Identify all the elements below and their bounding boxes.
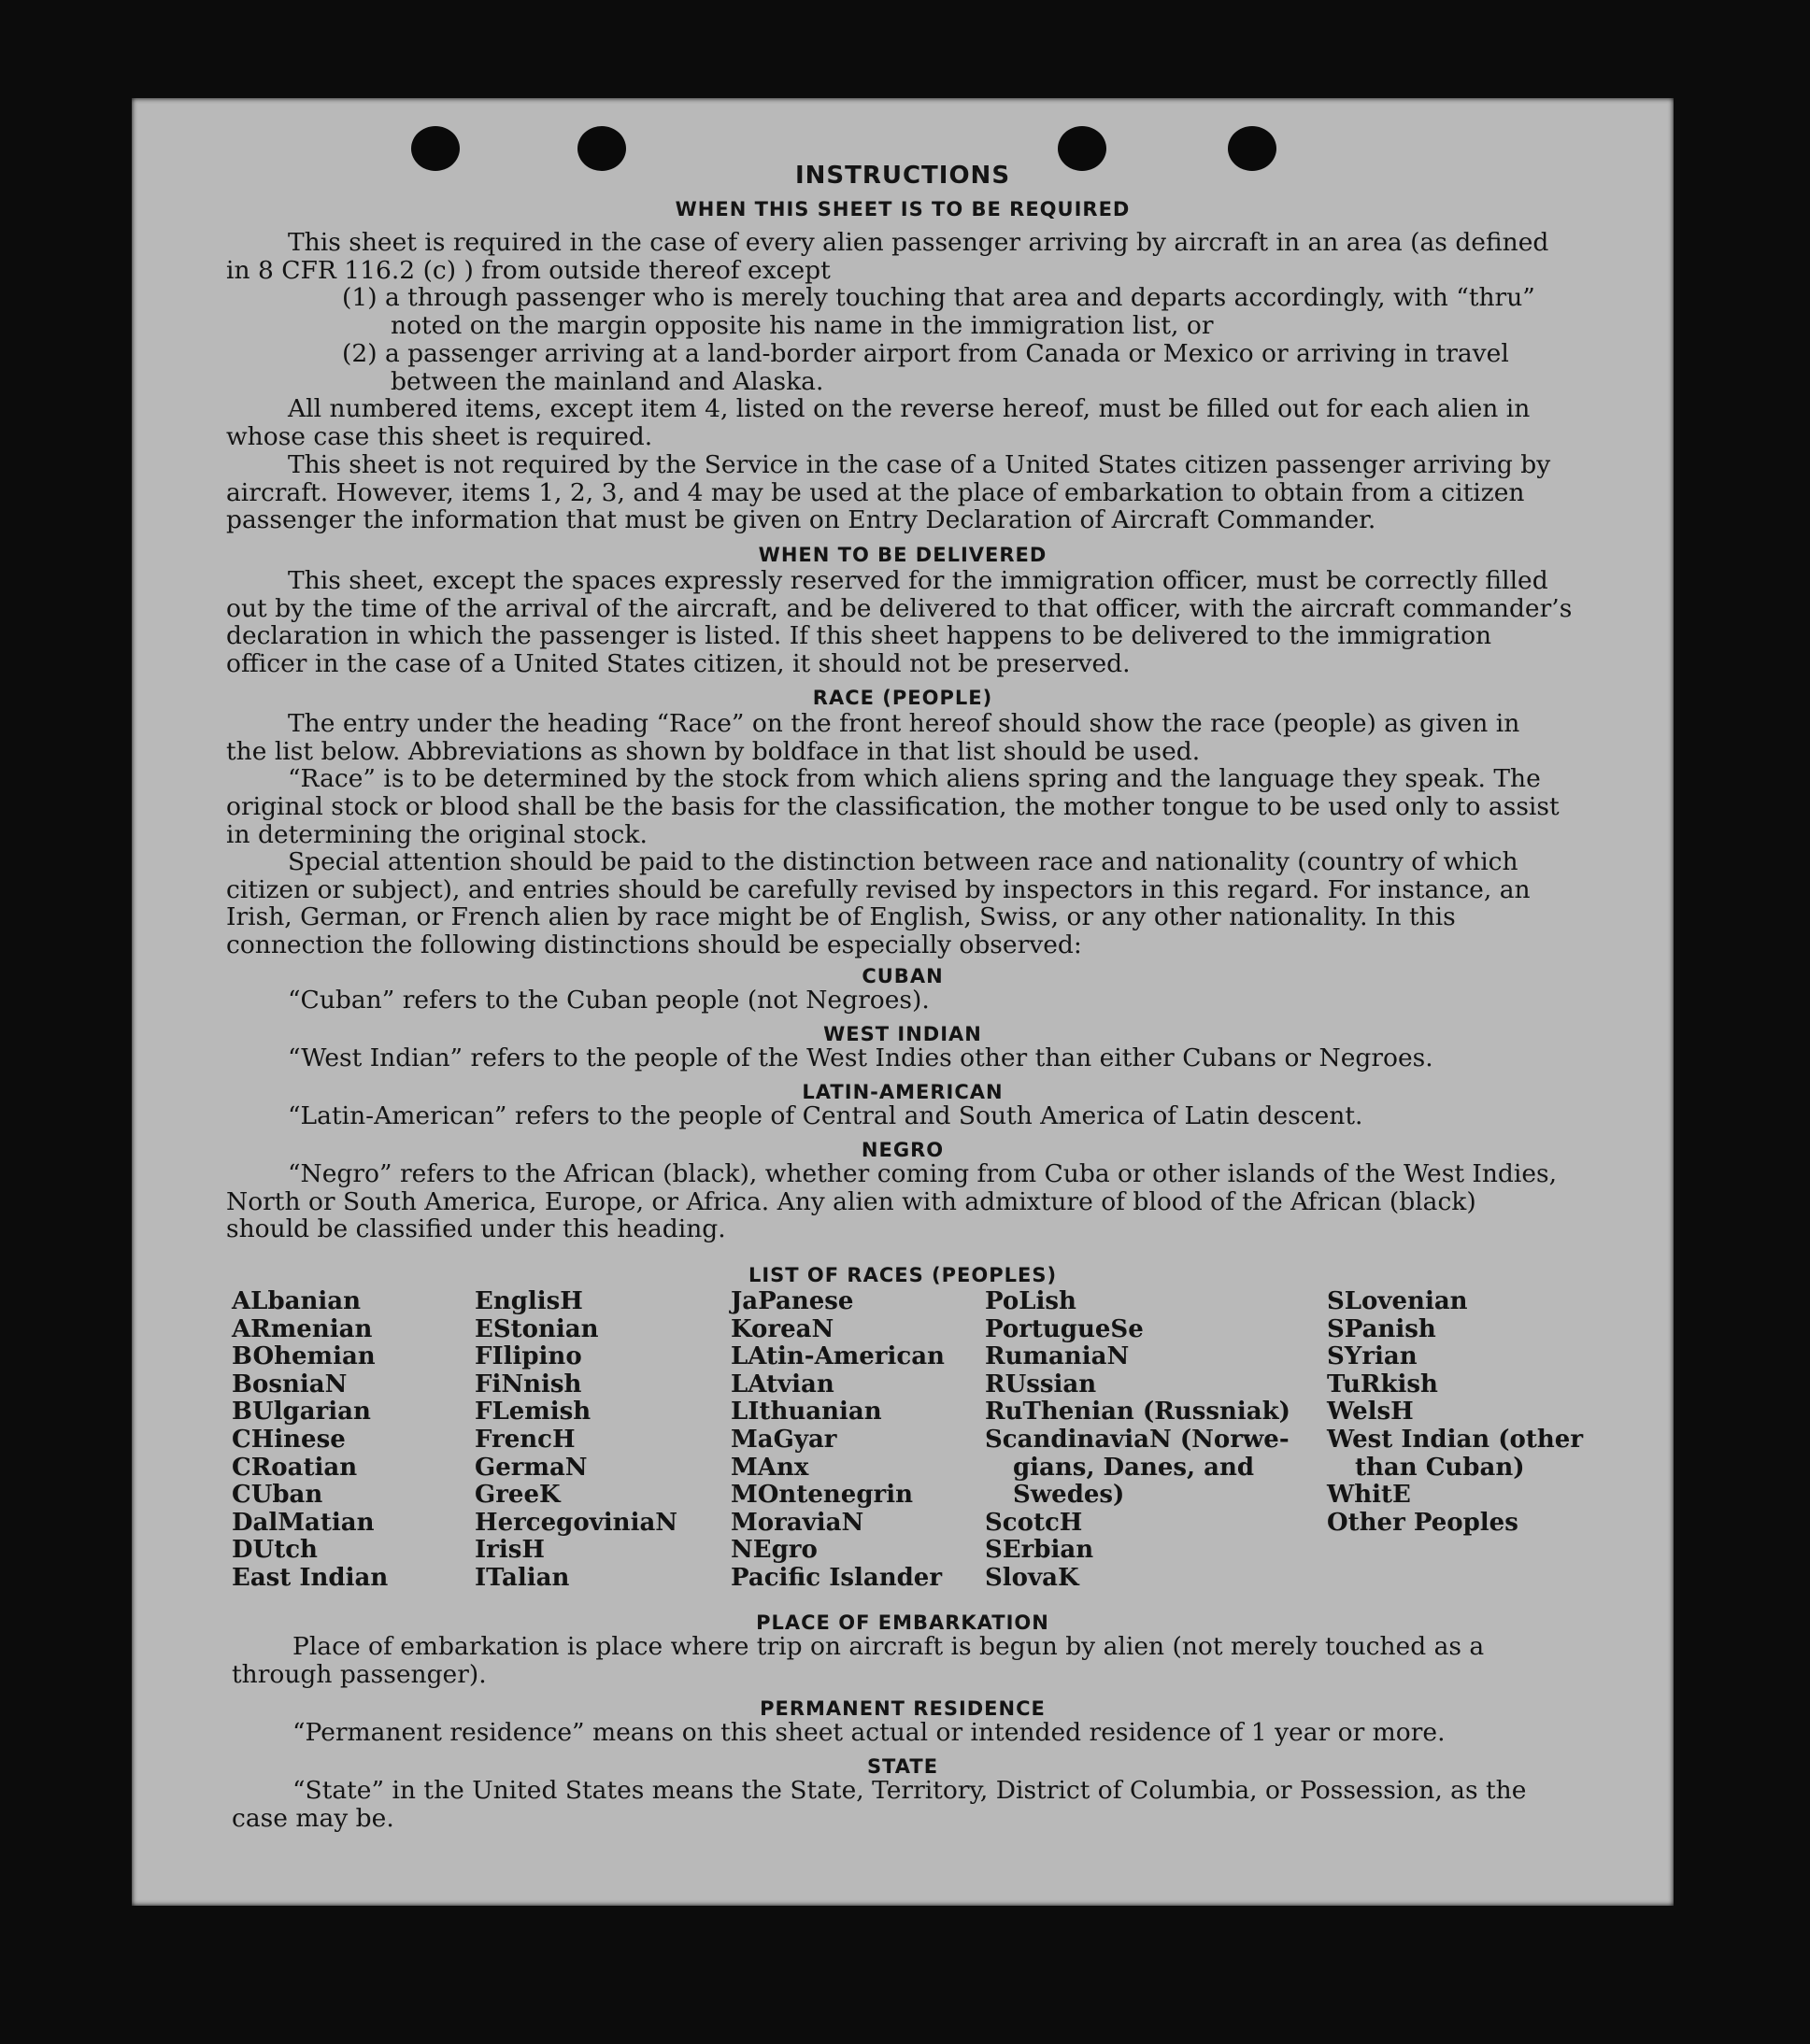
race-item: WhitE — [1327, 1481, 1411, 1510]
race-item: SLovenian — [1327, 1287, 1468, 1315]
race-item: ITalian — [475, 1563, 570, 1592]
section-heading-required: WHEN THIS SHEET IS TO BE REQUIRED — [675, 198, 1131, 220]
section-heading-cuban: CUBAN — [862, 965, 944, 987]
race-item: gians, Danes, and — [1013, 1453, 1255, 1482]
text-line: in 8 CFR 116.2 (c) ) from outside thereof except — [226, 256, 831, 285]
race-item: HercegoviniaN — [475, 1508, 678, 1537]
race-item: JaPanese — [731, 1287, 854, 1315]
race-item: Pacific Islander — [731, 1563, 943, 1592]
race-item: FrencH — [475, 1425, 576, 1454]
text-line: “Latin-American” refers to the people of Central and South America of Latin descent. — [288, 1101, 1363, 1130]
race-item: WelsH — [1327, 1398, 1414, 1427]
section-heading-state: STATE — [866, 1755, 939, 1778]
race-list-column-5 — [1327, 1288, 1583, 1537]
text-line: Irish, German, or French alien by race might be of English, Swiss, or any other nationality. In this — [226, 902, 1456, 931]
text-line: connection the following distinctions should be especially observed: — [226, 930, 1082, 959]
race-item: BosniaN — [232, 1370, 348, 1398]
race-item: DUtch — [232, 1536, 318, 1565]
text-line: should be classified under this heading. — [226, 1214, 726, 1243]
text-line: in determining the original stock. — [226, 820, 648, 849]
race-item: IrisH — [475, 1536, 545, 1565]
race-item: CUban — [232, 1481, 323, 1510]
text-line: aircraft. However, items 1, 2, 3, and 4 may be used at the place of embarkation to obtain from a citizen — [226, 478, 1525, 507]
text-line: This sheet is required in the case of every alien passenger arriving by aircraft in an area (as defined — [288, 228, 1549, 257]
race-item: RumaniaN — [985, 1342, 1130, 1371]
race-item: Swedes) — [1013, 1481, 1125, 1510]
race-item: MoraviaN — [731, 1508, 864, 1537]
race-item: West Indian (other — [1327, 1425, 1584, 1454]
section-heading-embarkation: PLACE OF EMBARKATION — [756, 1611, 1049, 1634]
race-item: CRoatian — [232, 1453, 358, 1482]
race-item: East Indian — [232, 1563, 389, 1592]
text-line: out by the time of the arrival of the aircraft, and be delivered to that officer, with the aircraft commander’s — [226, 594, 1573, 623]
race-list-column-4 — [985, 1288, 1290, 1593]
race-item: NEgro — [731, 1536, 818, 1565]
text-line: North or South America, Europe, or Africa. Any alien with admixture of blood of the African (black) — [226, 1187, 1476, 1216]
text-line: “Cuban” refers to the Cuban people (not Negroes). — [288, 986, 930, 1015]
text-line: citizen or subject), and entries should be carefully revised by inspectors in this regard. For instance, an — [226, 875, 1531, 904]
race-item: BUlgarian — [232, 1398, 371, 1427]
race-item: EnglisH — [475, 1287, 583, 1315]
section-heading-west-indian: WEST INDIAN — [823, 1023, 982, 1045]
race-item: RUssian — [985, 1370, 1097, 1398]
text-line: “Race” is to be determined by the stock from which aliens spring and the language they speak. The — [288, 764, 1541, 793]
race-item: ScandinaviaN (Norwe- — [985, 1425, 1290, 1454]
document-sheet — [132, 98, 1674, 1906]
race-item: GreeK — [475, 1481, 561, 1510]
text-line: officer in the case of a United States citizen, it should not be preserved. — [226, 649, 1131, 678]
race-item: MOntenegrin — [731, 1481, 913, 1510]
race-item: RuThenian (Russniak) — [985, 1398, 1290, 1427]
section-heading-latin-american: LATIN-AMERICAN — [802, 1081, 1004, 1103]
race-item: LAtin-American — [731, 1342, 945, 1371]
race-item: MaGyar — [731, 1425, 837, 1454]
race-item: SlovaK — [985, 1563, 1079, 1592]
text-line: between the mainland and Alaska. — [391, 367, 824, 396]
race-item: CHinese — [232, 1425, 346, 1454]
section-heading-race: RACE (PEOPLE) — [812, 687, 993, 709]
race-item: TuRkish — [1327, 1370, 1438, 1398]
text-line: Special attention should be paid to the distinction between race and nationality (country of which — [288, 847, 1518, 876]
race-item: KoreaN — [731, 1314, 834, 1343]
race-item: EStonian — [475, 1314, 599, 1343]
race-list-column-3 — [731, 1288, 945, 1593]
race-item: FLemish — [475, 1398, 591, 1427]
section-heading-delivered: WHEN TO BE DELIVERED — [758, 544, 1048, 566]
race-item: Other Peoples — [1327, 1508, 1518, 1537]
race-item: SYrian — [1327, 1342, 1418, 1371]
section-heading-negro: NEGRO — [861, 1139, 945, 1161]
race-list-column-2 — [475, 1288, 677, 1593]
race-item: ScotcH — [985, 1508, 1083, 1537]
race-item: SErbian — [985, 1536, 1094, 1565]
race-item: SPanish — [1327, 1314, 1436, 1343]
race-list-column-1 — [232, 1288, 388, 1593]
race-item: PoLish — [985, 1287, 1076, 1315]
text-line: original stock or blood shall be the basis for the classification, the mother tongue to be used only to assist — [226, 792, 1560, 821]
text-line: (2) a passenger arriving at a land-border airport from Canada or Mexico or arriving in travel — [342, 339, 1509, 368]
text-line: case may be. — [232, 1804, 394, 1833]
text-line: The entry under the heading “Race” on the front hereof should show the race (people) as given in — [288, 709, 1520, 738]
text-line: “Permanent residence” means on this sheet actual or intended residence of 1 year or more. — [292, 1718, 1446, 1747]
race-item: MAnx — [731, 1453, 809, 1482]
race-item: BOhemian — [232, 1342, 376, 1371]
race-item: LAtvian — [731, 1370, 834, 1398]
text-line: This sheet, except the spaces expressly reserved for the immigration officer, must be correctly filled — [288, 566, 1548, 595]
text-line: “State” in the United States means the State, Territory, District of Columbia, or Possession, as the — [292, 1776, 1527, 1805]
section-heading-list-of-races: LIST OF RACES (PEOPLES) — [748, 1264, 1058, 1286]
text-line: declaration in which the passenger is listed. If this sheet happens to be delivered to the immigration — [226, 621, 1492, 650]
text-line: through passenger). — [232, 1660, 487, 1689]
text-line: noted on the margin opposite his name in the immigration list, or — [391, 311, 1214, 340]
race-item: ALbanian — [232, 1287, 362, 1315]
race-item: FiNnish — [475, 1370, 582, 1398]
text-line: Place of embarkation is place where trip on aircraft is begun by alien (not merely touched as a — [292, 1632, 1485, 1661]
text-line: This sheet is not required by the Service in the case of a United States citizen passenger arriving by — [288, 450, 1551, 479]
text-line: “West Indian” refers to the people of the West Indies other than either Cubans or Negroes. — [288, 1043, 1433, 1072]
section-heading-residence: PERMANENT RESIDENCE — [760, 1697, 1046, 1720]
text-line: “Negro” refers to the African (black), whether coming from Cuba or other islands of the West Indies, — [288, 1159, 1558, 1188]
race-item: PortugueSe — [985, 1314, 1144, 1343]
text-line: (1) a through passenger who is merely touching that area and departs accordingly, with “thru” — [342, 283, 1535, 312]
page-title: INSTRUCTIONS — [794, 162, 1011, 190]
race-item: DalMatian — [232, 1508, 375, 1537]
text-line: All numbered items, except item 4, listed on the reverse hereof, must be filled out for each alien in — [288, 394, 1531, 423]
text-line: whose case this sheet is required. — [226, 422, 653, 451]
race-item: LIthuanian — [731, 1398, 882, 1427]
text-line: passenger the information that must be given on Entry Declaration of Aircraft Commander. — [226, 505, 1376, 534]
race-item: than Cuban) — [1355, 1453, 1525, 1482]
race-item: FIlipino — [475, 1342, 582, 1371]
race-item: ARmenian — [232, 1314, 373, 1343]
race-item: GermaN — [475, 1453, 588, 1482]
text-line: the list below. Abbreviations as shown by boldface in that list should be used. — [226, 737, 1201, 766]
